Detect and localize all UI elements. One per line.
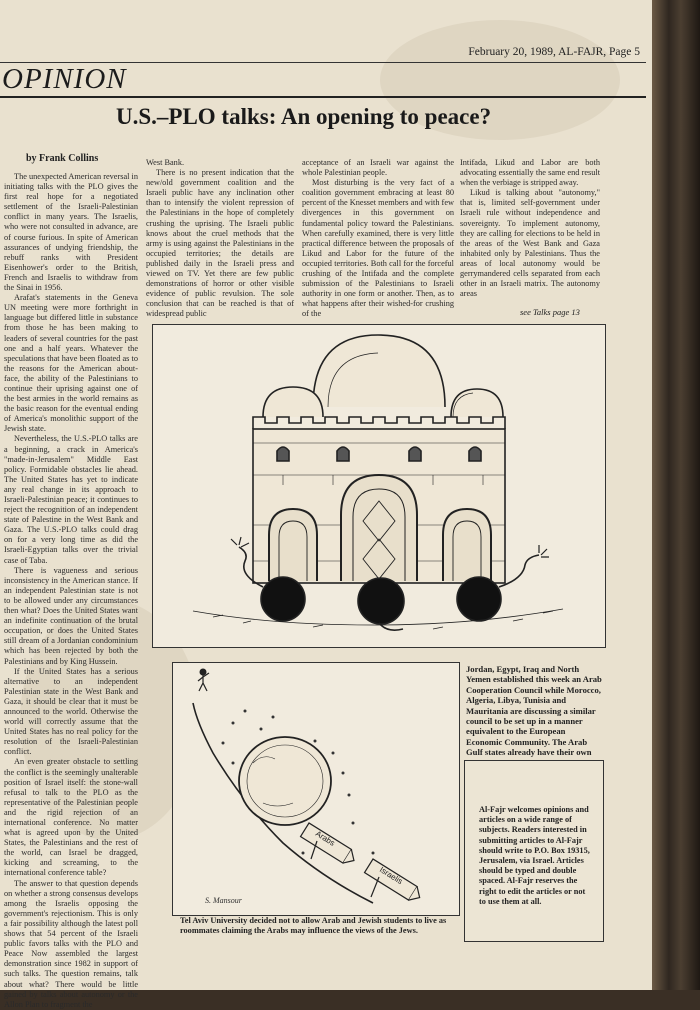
sign-israelis: Israelis [377, 865, 405, 887]
submission-policy-box [464, 760, 604, 942]
paragraph: acceptance of an Israeli war against the whole Palestinian people. [302, 158, 454, 178]
article-column-1 [4, 172, 138, 1009]
paragraph: The answer to that question depends on whether a strong consensus develops among the Israelis opposing the government's rejectionism. This is only a fair possibility although the latest poll shows that 54 percent of the Israeli public favors talks with the PLO and Peace Now assembled the largest demonstration since 1982 in support of such talks. The question remains, talk about what? There would be little gained by talks about autonomy or the Allon Plan to fragment the [4, 878, 138, 1009]
paragraph: There is no present indication that the new/old government coalition and the Israeli public have any inclination other than to intensify the violent repression of the Palestinians in the hope of completely crushing the uprising. The Israeli public knows about the cruel methods that the army is using against the Palestinians in the occupied territories; the details are published daily in the Israeli press and viewed on TV. Yet there are few public demonstrations of horror or other visible evidence of public revulsion. The sole conclusion that can be reached is that of widespread public [146, 168, 294, 319]
news-brief: Jordan, Egypt, Iraq and North Yemen established this week an Arab Cooperation Council while Morocco, Algeria, Libya, Tunisia and Mauritania are discussing a similar council to be set up in a manner equivalent to the European Economic Community. The Arab Gulf states already have their own [466, 664, 602, 758]
cartoon-caption: Tel Aviv University decided not to allow Arab and Jewish students to live as roommates claiming the Arabs may influence the views of the Jews. [180, 916, 447, 935]
paragraph: Nevertheless, the U.S.-PLO talks are a beginning, a crack in America's "made-in-Jerusalem" Middle East policy. Formidable obstacles lie ahead. The United States has yet to indicate any real change in its approach to Israeli-Palestinian peace; it continues to reject the recognition of an independent state of Palestine in the West Bank and Gaza. The U.S.-PLO talks could drag on for a very long time as did the Israeli-Egyptian talks over the trivial case of Taba. [4, 434, 138, 565]
paragraph: Arafat's statements in the Geneva UN meeting were more forthright in language but differed little in substance from those he has been making to leaders of several countries for the past one and a half years. Whatever the speculations that have been floated as to the reasons for the American about-face, the ability of the Palestinians to continue their uprising against one of the best armies in the world remains as the basic reason for the eventual ending of America's monolithic support of the Jewish state. [4, 293, 138, 434]
submission-policy-text: Al-Fajr welcomes opinions and articles on a wide range of subjects. Readers interested in submitting articles to Al-Fajr should write to P.O. Box 19315, Jerusalem, via Israel. Articles should be typed and double spaced. Al-Fajr reserves the right to edit the articles or not to use them at all. [479, 805, 590, 906]
page-folio: February 20, 1989, AL-FAJR, Page 5 [468, 46, 640, 58]
article-headline: U.S.–PLO talks: An opening to peace? [116, 104, 492, 129]
paragraph: West Bank. [146, 158, 185, 167]
article-column-2 [146, 158, 294, 318]
paragraph: Intifada, Likud and Labor are both advocating essentially the same end result when the verbiage is stripped away. [460, 158, 600, 188]
editorial-cartoon-slope [172, 662, 460, 916]
section-title: OPINION [2, 63, 127, 95]
article-column-3 [302, 158, 454, 318]
slope-drawing [173, 663, 459, 915]
paragraph: Most disturbing is the very fact of a coalition government embracing at least 80 percent of the Knesset members and with few divergences in this government on fundamental policy toward the Palestinians. When carefully examined, there is very little practical difference between the proposals of Likud and Labor for the future of the occupied territories. Both call for the forceful crushing of the Intifada and the complete submission of the Palestinians to Israeli authority in one form or another. Then, as to what happens after their wished-for crushing of the [302, 178, 454, 319]
paragraph: There is vagueness and serious inconsistency in the American stance. If an independent Palestinian state is not to be allowed under any circumstances then what? Does the United States want an indefinite continuation of the brutal occupation, or does the United States still dream of a Jordanian condominium which has been rejected by both the Palestinians and by King Hussein. [4, 565, 138, 666]
article-byline: by Frank Collins [26, 153, 99, 164]
paragraph: Likud is talking about "autonomy," that is, limited self-government under Israeli rule without independence and sovereignty. To implement autonomy, they are calling for elections to be held in the areas of the West Bank and Gaza inhabited only by Palestinians. Thus the areas of local autonomy would be gerrymandered cells separated from each other in an Israeli matrix. The autonomy areas [460, 188, 600, 299]
paragraph: If the United States has a serious alternative to an independent Palestinian state in the West Bank and Gaza, it should be clear that it must be announced to the world. Otherwise the world will correctly assume that the United States has no real policy for the resolution of the Israeli-Palestinian conflict. [4, 666, 138, 757]
book-binding [652, 0, 700, 990]
continuation-note: see Talks page 13 [520, 307, 580, 317]
cartoonist-signature: S. Mansour [205, 896, 242, 905]
editorial-cartoon-castle [152, 324, 606, 648]
section-rule [0, 96, 646, 98]
article-column-4 [460, 158, 600, 308]
sign-arabs: Arabs [313, 829, 337, 848]
paragraph: An even greater obstacle to settling the conflict is the seemingly unalterable position of Israel itself: the stone-wall refusal to talk to the PLO as the representative of the Palestinian people and the rigid rejection of an international conference. No matter what is agreed upon by the United States, the Palestinians and the rest of the world, can Israel be dragged, kicking and screaming, to the international conference table? [4, 757, 138, 878]
paragraph: The unexpected American reversal in initiating talks with the PLO gives the first real hope for a negotiated settlement of the Israeli-Palestinian conflict in many years. The Israelis, who were not consulted in advance, are of course furious. In spite of American assurances of undying friendship, the rebuff ranks with President Eisenhower's order to the British, French and Israelis to withdraw from the Sinai in 1956. [4, 172, 138, 293]
castle-drawing [153, 325, 605, 647]
